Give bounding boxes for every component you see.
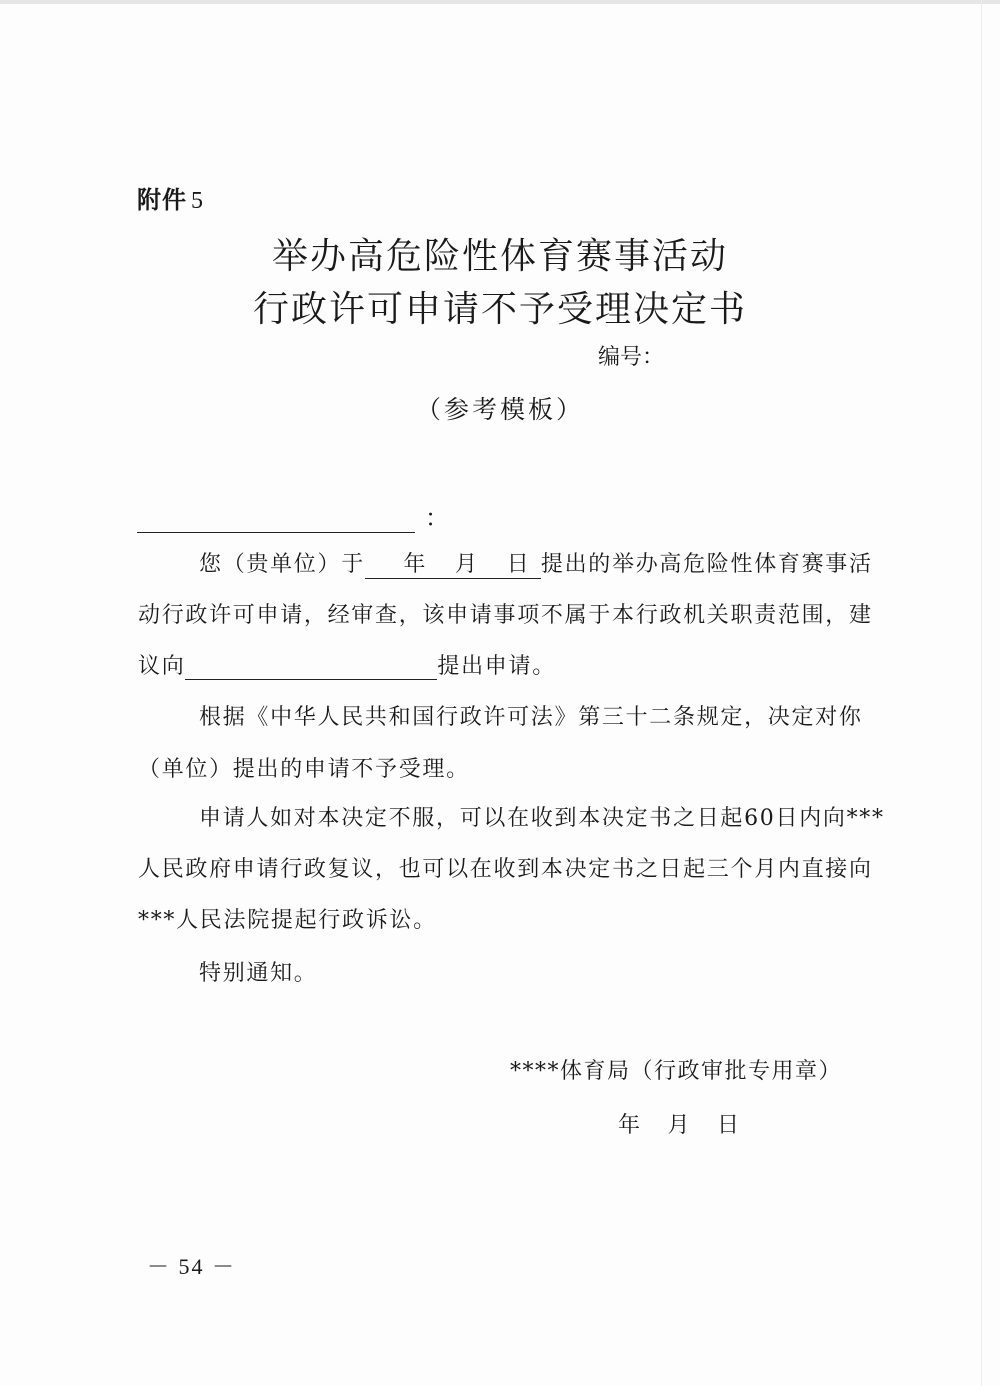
sig-month: 月 (667, 1113, 692, 1138)
agency-blank (185, 653, 437, 680)
date-month: 月 (455, 552, 479, 577)
addressee-blank (137, 508, 415, 533)
document-title-line2: 行政许可申请不予受理决定书 (252, 289, 747, 330)
p1-prefix: 您（贵单位）于 (199, 552, 365, 577)
attachment-label (137, 180, 204, 215)
issuer-signature: ****体育局（行政审批专用章） (510, 1059, 843, 1084)
page-number: － 54 － (147, 1254, 237, 1279)
attachment-text: 附件 (137, 186, 187, 214)
signature-date (618, 1108, 741, 1139)
document-number-label: 编号： (598, 345, 665, 370)
paragraph3-line1: 申请人如对本决定不服，可以在收到本决定书之日起60日内向*** (199, 806, 885, 831)
scan-edge-right (981, 0, 982, 1386)
p1-suffix: 提出的举办高危险性体育赛事活 (540, 552, 873, 577)
date-blank (365, 552, 541, 579)
paragraph4: 特别通知。 (199, 961, 318, 986)
paragraph3-line2: 人民政府申请行政复议，也可以在收到本决定书之日起三个月内直接向 (138, 857, 873, 882)
paragraph1-line3 (138, 649, 556, 680)
addressee-colon: ： (425, 504, 449, 532)
p1-line3-suffix: 提出申请。 (437, 654, 556, 679)
sig-day: 日 (717, 1113, 741, 1138)
date-year: 年 (403, 552, 428, 577)
p1-line3-prefix: 议向 (138, 654, 186, 679)
document-title-line1: 举办高危险性体育赛事活动 (271, 236, 728, 277)
sig-year: 年 (618, 1113, 642, 1138)
scan-edge (0, 0, 1000, 4)
attachment-number: 5 (191, 188, 204, 214)
paragraph2-line2: （单位）提出的申请不予受理。 (138, 757, 470, 782)
paragraph2-line1: 根据《中华人民共和国行政许可法》第三十二条规定，决定对你 (199, 705, 863, 730)
addressee-line (137, 498, 449, 532)
paragraph1-line2: 动行政许可申请，经审查，该申请事项不属于本行政机关职责范围，建 (138, 603, 873, 628)
date-day: 日 (506, 552, 531, 577)
paragraph3-line3: ***人民法院提起行政诉讼。 (138, 908, 437, 933)
paragraph1-line1 (199, 547, 873, 579)
template-note: （参考模板） (415, 395, 584, 424)
